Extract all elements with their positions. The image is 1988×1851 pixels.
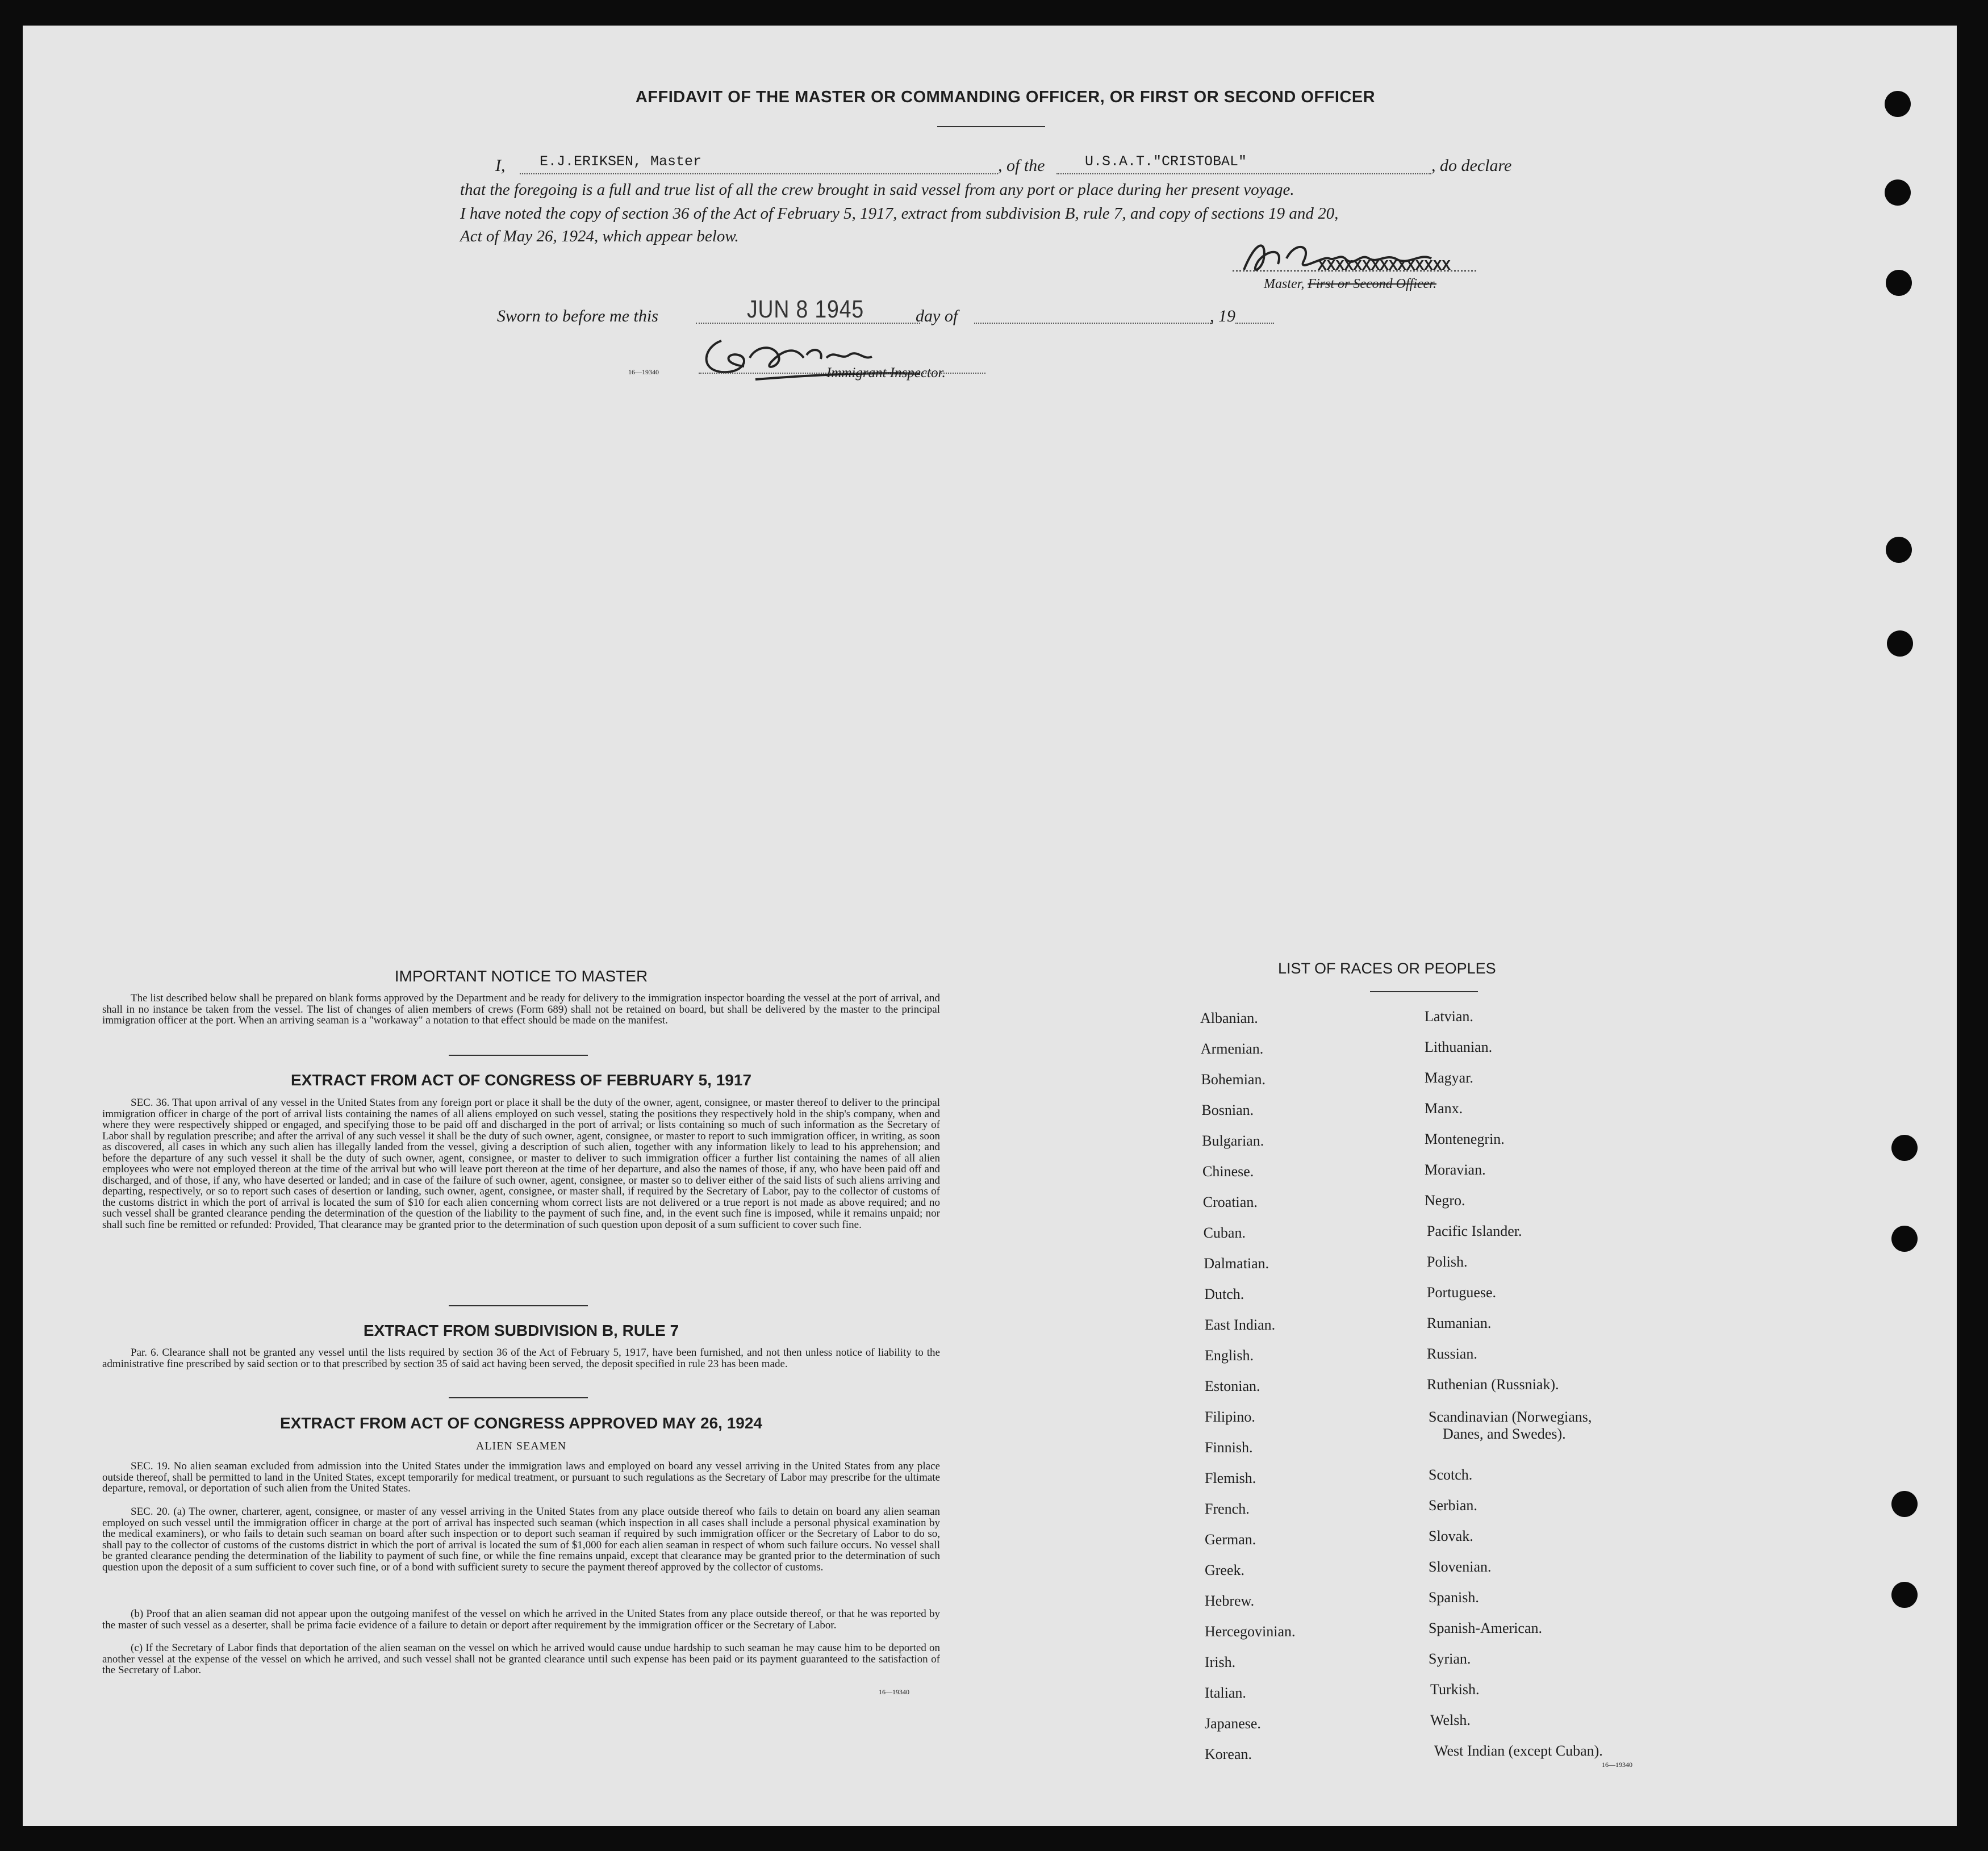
race-item: Italian. (1205, 1685, 1246, 1701)
race-item: West Indian (except Cuban). (1434, 1743, 1603, 1759)
races-heading: LIST OF RACES OR PEOPLES (1278, 960, 1496, 977)
alien-seamen-subheading: ALIEN SEAMEN (475, 1440, 567, 1452)
binder-hole (1886, 270, 1912, 296)
race-item: Slovenian. (1429, 1558, 1492, 1575)
race-item: Cuban. (1203, 1225, 1246, 1241)
race-item: Pacific Islander. (1427, 1223, 1522, 1239)
race-item: Lithuanian. (1425, 1039, 1493, 1055)
race-item: Negro. (1425, 1192, 1465, 1209)
extract-1917-heading: EXTRACT FROM ACT OF CONGRESS OF FEBRUARY 5, 1917 (290, 1071, 752, 1089)
inspector-label: Immigrant Inspector. (826, 365, 946, 381)
svg-text:XXXXXXXXXXXXXXX: XXXXXXXXXXXXXXX (1318, 257, 1451, 274)
race-item: Albanian. (1200, 1010, 1258, 1026)
race-item: Serbian. (1429, 1497, 1477, 1514)
race-item: Dalmatian. (1204, 1255, 1269, 1272)
extract-1924-heading: EXTRACT FROM ACT OF CONGRESS APPROVED MAY 26, 1924 (280, 1414, 762, 1432)
race-item: Montenegrin. (1425, 1131, 1505, 1147)
sec20a-body: SEC. 20. (a) The owner, charterer, agent, consignee, or master of any vessel arriving in the United States from any place outside thereof who fails to detain on board any alien seaman employed on such vessel until the immigration officer in charge at the port of arrival has inspected such seaman (which inspection in all cases shall include a personal physical examination by the medical examiners), or who fails to detain such seaman on board after such inspection or to deport such seaman if required by such immigration officer or the Secretary of Labor to do so, shall pay to the collector of customs of the customs district in which the port of arrival is located the sum of $1,000 for each alien seaman in respect of whom such failure occurs. No vessel shall be granted clearance pending the determination of the liability to payment of such fine, or while the fine remains unpaid, except that clearance may be granted prior to the determination of such question upon the deposit of a sum sufficient to cover such fine, or of a bond with sufficient surety to secure the payment thereof approved by the collector of customs. (102, 1506, 940, 1573)
race-item: Bulgarian. (1202, 1133, 1264, 1149)
races-divider (1370, 991, 1478, 992)
race-item: Armenian. (1200, 1041, 1264, 1057)
notice-heading: IMPORTANT NOTICE TO MASTER (394, 967, 648, 985)
race-item: Moravian. (1425, 1161, 1486, 1178)
month-line (974, 323, 1213, 324)
sworn-label: Sworn to before me this (497, 307, 658, 325)
race-item: Polish. (1427, 1254, 1468, 1270)
race-item: German. (1205, 1531, 1256, 1548)
race-item: French. (1205, 1501, 1250, 1517)
rule7-heading: EXTRACT FROM SUBDIVISION B, RULE 7 (363, 1322, 679, 1339)
race-item: Danes, and Swedes). (1443, 1426, 1566, 1442)
race-item: Slovak. (1429, 1528, 1473, 1544)
year-label: , 19 (1210, 307, 1235, 325)
race-item: Finnish. (1205, 1439, 1253, 1456)
race-item: Estonian. (1205, 1378, 1260, 1394)
race-item: Portuguese. (1427, 1284, 1497, 1301)
race-item: English. (1205, 1347, 1254, 1364)
races-form-number: 16—19340 (1602, 1761, 1632, 1769)
year-line (1235, 323, 1274, 324)
race-item: Korean. (1205, 1746, 1252, 1762)
notice-body: The list described below shall be prepared on blank forms approved by the Department and be ready for delivery to the immigration inspector boarding the vessel at the port of arrival, and shall in no instance be taken from the vessel. The list of changes of alien members of crews (Form 689) shall not be retained on board, but shall be delivered by the master to the principal immigration officer at the port. When an arriving seaman is a "workaway" a notation to that effect should be made on the manifest. (102, 992, 940, 1026)
race-item: Magyar. (1425, 1069, 1473, 1086)
signer-title-master: Master, (1264, 277, 1308, 291)
signer-title-struck: First or Second Officer. (1308, 277, 1436, 291)
race-item: Bohemian. (1201, 1071, 1266, 1088)
sec19-body: SEC. 19. No alien seaman excluded from admission into the United States under the immigration laws and employed on board any vessel arriving in the United States from any place outside thereof, shall be permitted to land in the United States, except temporarily for medical treatment, or pursuant to such regulations as the Secretary of Labor may prescribe for the ultimate departure, removal, or deportation of such alien from the United States. (102, 1460, 940, 1494)
binder-hole (1891, 1226, 1918, 1252)
race-item: Japanese. (1205, 1715, 1261, 1732)
extract-1917-divider (449, 1305, 588, 1306)
race-item: Filipino. (1205, 1409, 1255, 1425)
declarant-name: E.J.ERIKSEN, Master (540, 153, 702, 170)
race-item: Spanish. (1429, 1589, 1479, 1606)
sec20b-body: (b) Proof that an alien seaman did not appear upon the outgoing manifest of the vessel on which he arrived in the United States from any place outside thereof, or that he was reported by the master of such vessel as a deserter, shall be prima facie evidence of a failure to detain or deport after requirement by the immigration officer or the Secretary of Labor. (102, 1608, 940, 1631)
race-item: Latvian. (1425, 1008, 1473, 1025)
affidavit-title: AFFIDAVIT OF THE MASTER OR COMMANDING OFFICER, OR FIRST OR SECOND OFFICER (635, 88, 1376, 106)
race-item: Scandinavian (Norwegians, (1429, 1409, 1592, 1425)
race-item: East Indian. (1205, 1317, 1276, 1333)
race-item: Greek. (1205, 1562, 1245, 1578)
binder-hole (1891, 1491, 1918, 1517)
race-item: Hercegovinian. (1205, 1623, 1296, 1640)
declaration-line-3: I have noted the copy of section 36 of the Act of February 5, 1917, extract from subdivision B, rule 7, and copy of sections 19 and 20, (460, 204, 1339, 223)
race-item: Spanish-American. (1429, 1620, 1543, 1636)
race-item: Irish. (1205, 1654, 1236, 1670)
race-item: Syrian. (1429, 1651, 1471, 1667)
rule7-body: Par. 6. Clearance shall not be granted any vessel until the lists required by section 36 of the Act of February 5, 1917, have been furnished, and not then unless notice of liability to the administrative fine prescribed by said section or to that prescribed by section 35 of said act having been served, the deposit specified in rule 23 has been made. (102, 1347, 940, 1370)
rule7-divider (449, 1397, 588, 1398)
race-item: Dutch. (1204, 1286, 1244, 1302)
race-item: Welsh. (1430, 1712, 1471, 1728)
race-item: Ruthenian (Russniak). (1427, 1376, 1559, 1393)
notice-divider (449, 1055, 588, 1056)
race-item: Scotch. (1429, 1466, 1473, 1483)
race-item: Russian. (1427, 1346, 1477, 1362)
race-item: Bosnian. (1201, 1102, 1254, 1118)
master-signature (1233, 236, 1477, 281)
extract-1917-body: SEC. 36. That upon arrival of any vessel in the United States from any foreign port or place it shall be the duty of the owner, agent, consignee, or master thereof to deliver to the principal immigration officer in charge of the port of arrival lists containing the names of all aliens employed on such vessel, stating the positions they respectively hold in the ship's company, when and where they were respectively shipped or engaged, and specifying those to be paid off and discharged in the port of arrival; or lists containing so much of such information as the Secretary of Labor shall by regulation prescribe; and after the arrival of any such vessel it shall be the duty of such owner, agent, consignee, or master to report to such immigration officer, in writing, as soon as discovered, all cases in which any such alien has illegally landed from the vessel, giving a description of such alien, together with any information likely to lead to his apprehension; and before the departure of any such vessel it shall be the duty of such owner, agent, consignee, or master to deliver to such immigration officer a further list containing the names of all alien employees who were not employed thereon at the time of the arrival but who will leave port thereon at the time of her departure, and also the names of those, if any, who have been paid off and discharged, and of those, if any, who have deserted or landed; and in case of the failure of such owner, agent, consignee, or master so to deliver either of the said lists of such aliens arriving and departing, respectively, or so to report such cases of desertion or landing, such owner, agent, consignee, or master shall, if required by the Secretary of Labor, pay to the collector of customs of the customs district in which the port of arrival is located the sum of $10 for each alien concerning whom correct lists are not delivered or a true report is not made as above required; and no such vessel shall be granted clearance pending the determination of the question of the liability to the payment of such fine, and, in the event such fine is imposed, while it remains unpaid; nor shall such fine be remitted or refunded: Provided, That clearance may be granted prior to the determination of such question upon deposit of a sum sufficient to cover such fine. (102, 1097, 940, 1231)
sec20c-body: (c) If the Secretary of Labor finds that deportation of the alien seaman on the vessel on which he arrived would cause undue hardship to such seaman he may cause him to be deported on another vessel at the expense of the vessel on which he arrived, and such vessel shall not be granted clearance until such expense has been paid or its payment guaranteed to the satisfaction of the Secretary of Labor. (102, 1642, 940, 1676)
day-of-label: day of (916, 307, 958, 325)
binder-hole (1891, 1135, 1918, 1161)
binder-hole (1885, 179, 1911, 206)
do-declare-label: , do declare (1431, 156, 1512, 175)
declarant-line (520, 173, 998, 174)
of-the-label: , of the (998, 156, 1045, 175)
race-item: Flemish. (1205, 1470, 1256, 1486)
race-item: Manx. (1425, 1100, 1463, 1117)
signer-title (1264, 277, 1436, 292)
race-item: Croatian. (1202, 1194, 1258, 1210)
race-item: Turkish. (1430, 1681, 1480, 1698)
binder-hole (1885, 91, 1911, 117)
date-stamp: JUN 8 1945 (747, 295, 864, 323)
race-item: Rumanian. (1427, 1315, 1492, 1331)
binder-hole (1886, 537, 1912, 563)
title-divider (937, 126, 1045, 127)
race-item: Hebrew. (1205, 1593, 1255, 1609)
declarant-prefix: I, (495, 156, 506, 175)
binder-hole (1887, 630, 1913, 657)
vessel-line (1056, 173, 1431, 174)
vessel-name: U.S.A.T."CRISTOBAL" (1085, 153, 1247, 170)
extract-form-number: 16—19340 (879, 1688, 909, 1696)
declaration-line-2: that the foregoing is a full and true list of all the crew brought in said vessel from any port or place during her present voyage. (460, 181, 1294, 199)
declaration-line-4: Act of May 26, 1924, which appear below. (460, 227, 739, 245)
affidavit-form-number: 16—19340 (628, 368, 659, 376)
binder-hole (1891, 1582, 1918, 1608)
race-item: Chinese. (1202, 1163, 1254, 1180)
